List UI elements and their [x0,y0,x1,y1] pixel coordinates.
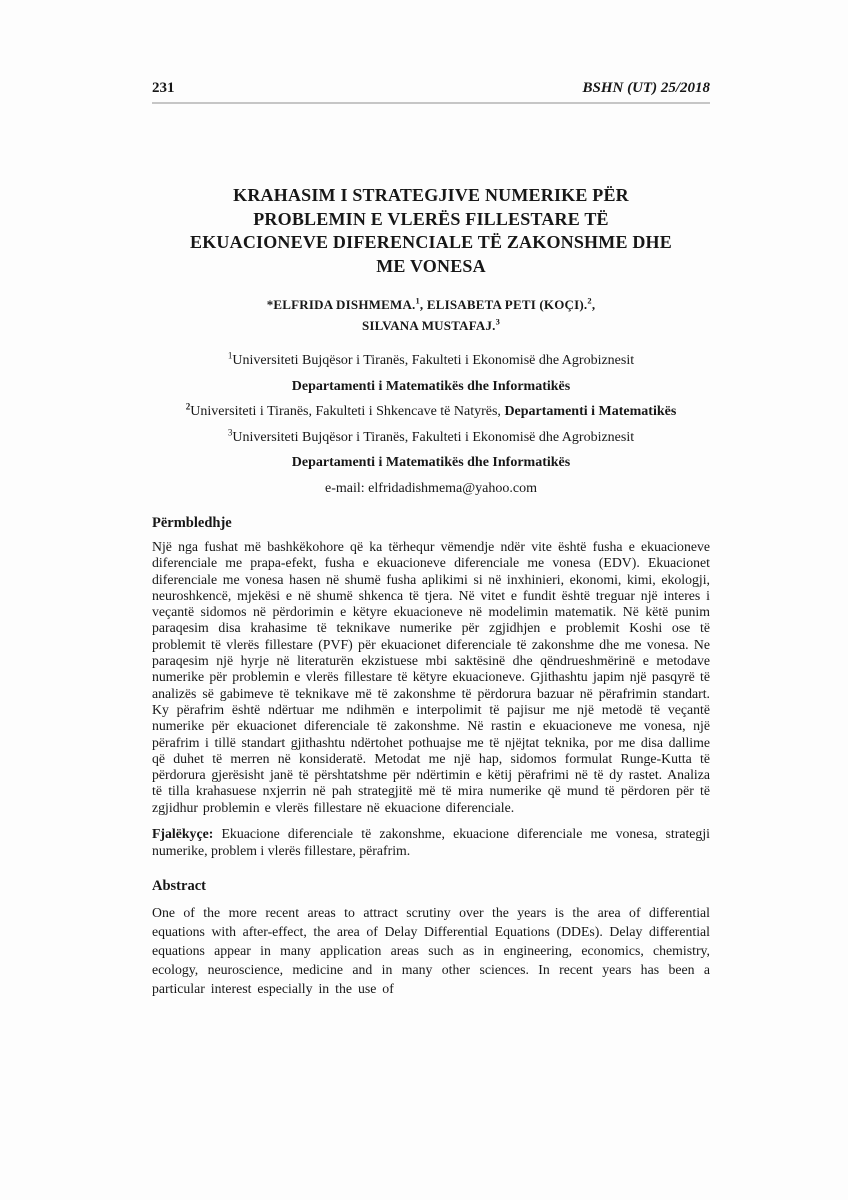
abstract-body: One of the more recent areas to attract scrutiny over the years is the area of differential equations with after-effect, the area of Delay Differential Equations (DDEs). Delay differential equations appear in many application areas such as in engineering, economics, chemistry, ecology, neuroscience, medicine and in many other sciences. In recent years has been a particular interest especially in the use of [152,904,710,996]
permbledhje-body: Një nga fushat më bashkëkohore që ka tërhequr vëmendje ndër vite është fusha e ekuacioneve diferenciale me prapa-efekt, fusha e ekuacioneve diferenciale me vonesa (EDV). Ekuacionet diferenciale me vonesa hasen në shumë fusha aplikimi si në inxhinieri, ekonomi, kimi, ekologji, neuroshkencë, mjekësi e në shumë shkenca të tjera. Në vitet e fundit është treguar një interes i veçantë sidomos në përdorimin e këtyre ekuacioneve në modelimin matematik. Në këtë punim paraqesim disa krahasime të teknikave numerike për zgjidhjen e problemit Koshi ose të problemit të vlerës fillestare (PVF) për ekuacionet diferenciale të zakonshme dhe me vonesa. Ne paraqesim një hyrje në literaturën ekzistuese mbi saktësinë dhe qëndrueshmërinë e metodave numerike për problemin e vlerës fillestare të këtyre ekuacioneve. Gjithashtu japim një pasqyrë të analizës së gabimeve të teknikave më të zakonshme të përdorura bazuar në përafrimin standart. Ky përafrim është ndërtuar me ndihmën e interpolimit të pajisur me një metodë të veçantë numerike për ekuacionet diferenciale të zakonshme. Në rastin e ekuacioneve me vonesa, një përafrim i tillë standart gjithashtu ndërtohet pothuajse me të njëjtat teknika, por me disa dallime që duhet të merren në konsideratë. Metodat me një hap, sidomos formulat Runge-Kutta të përdorura gjerësisht janë të përshtatshme për ndërtimin e këtij përafrimi në të dy rastet. Analiza të tilla krahasuese nxjerrin në pah strategjitë më të mira numerike që mund të përdoren për të zgjidhur problemin e vlerës fillestare në ekuacione diferenciale. [152,539,710,815]
affiliation-1-superscript: 1 [227,350,233,361]
affiliation-2-text: Universiteti i Tiranës, Fakulteti i Shkencave të Natyrës, [190,404,505,419]
authors-block [152,294,710,336]
keywords-label: Fjalëkyçe: [152,826,214,842]
affiliation-3-text: Universiteti Bujqësor i Tiranës, Fakulteti i Ekonomisë dhe Agrobiznesit [232,429,635,445]
page-header [152,80,710,104]
affiliation-3 [152,426,710,447]
authors-line-1 [152,294,710,315]
affiliation-1 [152,352,710,370]
affiliation-2-superscript: 2 [185,401,191,412]
author-name-1: *ELFRIDA DISHMEMA. [266,297,416,312]
paper-title: KRAHASIM I STRATEGJIVE NUMERIKE PËR PROBLEMIN E VLERËS FILLESTARE TË EKUACIONEVE DIFERENCIALE TË ZAKONSHME DHE ME VONESA [190,185,672,276]
authors-line-2 [152,315,710,336]
keywords-text: Ekuacione diferenciale të zakonshme, ekuacione diferenciale me vonesa, strategji numerike, problem i vlerës fillestare, përafrim. [152,826,710,858]
affiliation-1-text: Universiteti Bujqësor i Tiranës, Fakulteti i Ekonomisë dhe Agrobiznesit [232,353,635,368]
page-content [152,0,710,998]
author-name-3: SILVANA MUSTAFAJ. [361,318,496,333]
email-line: e-mail: elfridadishmema@yahoo.com [325,480,537,496]
page-number: 231 [152,80,175,96]
abstract-heading: Abstract [152,877,206,894]
author-name-2: , ELISABETA PETI (KOÇI). [419,297,588,312]
affiliation-2 [152,403,710,421]
author-superscript-1: 1 [415,295,420,306]
author-superscript-3: 3 [495,316,501,327]
department-1: Departamenti i Matematikës dhe Informatikës [291,378,571,394]
affiliation-3-superscript: 3 [227,426,233,437]
author-superscript-2: 2 [587,295,592,306]
department-3: Departamenti i Matematikës dhe Informatikës [291,455,571,470]
journal-reference: BSHN (UT) 25/2018 [582,80,710,96]
keywords-paragraph [152,826,710,860]
authors-line1-comma: , [591,297,596,312]
affiliation-2-department: Departamenti i Matematikës [504,404,677,419]
permbledhje-heading: Përmbledhje [152,515,232,531]
